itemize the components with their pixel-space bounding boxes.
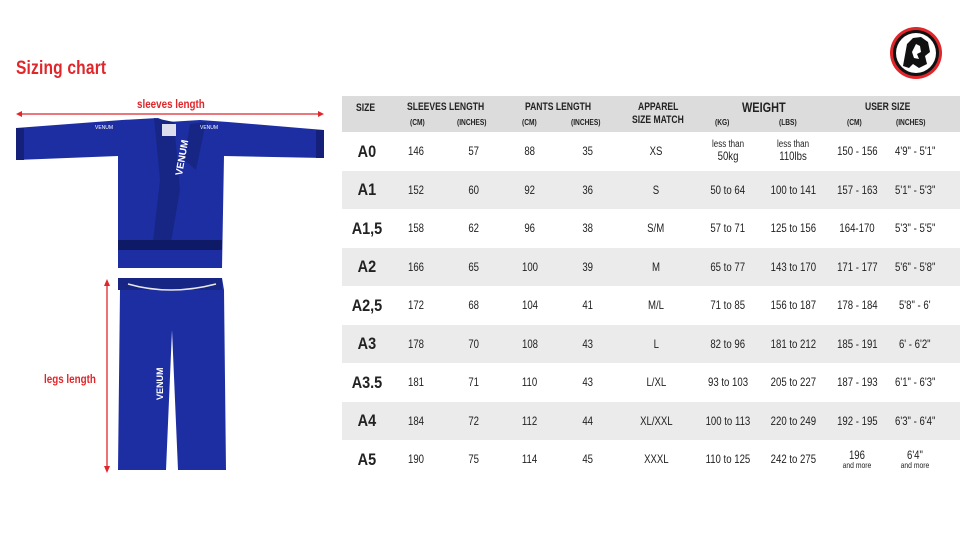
user-in-cell: 6' - 6'2" <box>899 336 931 351</box>
table-header <box>342 96 960 132</box>
weight-kg-cell: less than 50kg <box>711 139 745 164</box>
user-cm-cell: 192 - 195 <box>836 413 878 428</box>
size-cell: A4 <box>357 411 377 431</box>
header-sleeves: SLEEVES LENGTH <box>407 101 485 113</box>
pants-in-cell: 36 <box>582 182 594 197</box>
weight-lbs-cell: 242 to 275 <box>770 452 816 467</box>
table-row <box>342 363 960 402</box>
sleeve-cm-cell: 172 <box>407 298 425 313</box>
size-cell: A5 <box>357 449 377 469</box>
gi-jacket <box>16 118 324 268</box>
pants-in-cell: 45 <box>582 452 594 467</box>
header-user-cm: (CM) <box>847 117 862 127</box>
apparel-cell: XL/XXL <box>639 413 673 428</box>
pants-cm-cell: 110 <box>522 375 538 390</box>
weight-lbs-cell: 156 to 187 <box>770 298 816 313</box>
svg-text:VENUM: VENUM <box>174 139 192 177</box>
weight-kg-cell: 65 to 77 <box>710 259 746 274</box>
pants-in-cell: 39 <box>582 259 594 274</box>
sleeve-cm-cell: 166 <box>407 259 425 274</box>
weight-lbs-cell: 220 to 249 <box>770 413 816 428</box>
header-size: SIZE <box>356 102 376 114</box>
apparel-cell: S/M <box>647 221 665 236</box>
weight-lbs-cell: less than 110lbs <box>776 139 810 164</box>
header-apparel-2: SIZE MATCH <box>632 114 684 126</box>
pants-cm-cell: 114 <box>522 452 538 467</box>
pants-cm-cell: 108 <box>521 336 539 351</box>
weight-lbs-cell: 100 to 141 <box>770 182 816 197</box>
sleeve-in-cell: 65 <box>468 259 480 274</box>
size-cell: A3.5 <box>351 372 383 392</box>
user-cm-cell: 196 and more <box>842 448 872 470</box>
pants-in-cell: 43 <box>582 336 594 351</box>
table-row <box>342 440 960 479</box>
header-pants-cm: (CM) <box>522 117 537 127</box>
apparel-cell: L/XL <box>646 375 666 390</box>
pants-in-cell: 38 <box>582 221 594 236</box>
pants-cm-cell: 96 <box>524 221 536 236</box>
table-row <box>342 402 960 441</box>
size-cell: A1,5 <box>351 218 383 238</box>
size-cell: A0 <box>357 141 377 161</box>
gi-pants <box>118 278 226 470</box>
weight-kg-cell: 71 to 85 <box>710 298 746 313</box>
legs-measure-arrow <box>104 279 110 473</box>
sleeve-cm-cell: 181 <box>407 375 425 390</box>
lion-logo-icon <box>889 26 943 80</box>
table-row <box>342 325 960 364</box>
sleeve-cm-cell: 152 <box>407 182 425 197</box>
user-cm-cell: 164-170 <box>839 221 875 236</box>
weight-lbs-cell: 143 to 170 <box>770 259 816 274</box>
weight-lbs-cell: 205 to 227 <box>770 375 816 390</box>
svg-text:VENUM: VENUM <box>155 367 165 400</box>
table-body <box>342 132 960 479</box>
weight-kg-cell: 100 to 113 <box>705 413 751 428</box>
user-in-cell: 6'3" - 6'4" <box>894 413 936 428</box>
user-cm-cell: 150 - 156 <box>836 144 878 159</box>
user-cm-cell: 187 - 193 <box>836 375 878 390</box>
user-cm-cell: 185 - 191 <box>836 336 878 351</box>
user-in-cell: 5'3" - 5'5" <box>894 221 936 236</box>
table-row <box>342 209 960 248</box>
size-cell: A3 <box>357 334 377 354</box>
weight-kg-cell: 57 to 71 <box>710 221 746 236</box>
user-cm-cell: 171 - 177 <box>836 259 878 274</box>
sleeve-in-cell: 60 <box>468 182 480 197</box>
weight-kg-cell: 82 to 96 <box>710 336 746 351</box>
header-user-inches: (INCHES) <box>896 117 926 127</box>
user-cm-cell: 178 - 184 <box>836 298 878 313</box>
weight-kg-cell: 50 to 64 <box>710 182 746 197</box>
sleeve-in-cell: 72 <box>468 413 480 428</box>
svg-text:VENUM: VENUM <box>95 125 114 131</box>
header-sleeves-inches: (INCHES) <box>457 117 487 127</box>
svg-text:VENUM: VENUM <box>200 125 219 131</box>
table-row <box>342 171 960 210</box>
user-in-cell: 4'9" - 5'1" <box>894 144 936 159</box>
table-row <box>342 132 960 171</box>
legs-length-label: legs length <box>44 372 96 386</box>
pants-cm-cell: 92 <box>524 182 536 197</box>
pants-in-cell: 41 <box>582 298 594 313</box>
apparel-cell: L <box>653 336 659 351</box>
pants-in-cell: 44 <box>582 413 594 428</box>
pants-cm-cell: 104 <box>521 298 539 313</box>
apparel-cell: XS <box>649 144 663 159</box>
sleeve-cm-cell: 158 <box>407 221 425 236</box>
table-row <box>342 286 960 325</box>
user-in-cell: 6'4" and more <box>900 448 930 470</box>
user-cm-cell: 157 - 163 <box>836 182 878 197</box>
sleeve-in-cell: 71 <box>468 375 480 390</box>
page-title: Sizing chart <box>16 58 107 79</box>
sleeve-cm-cell: 146 <box>407 144 425 159</box>
header-weight-kg: (KG) <box>715 117 730 127</box>
size-table <box>342 96 960 479</box>
header-weight-lbs: (LBS) <box>779 117 797 127</box>
apparel-cell: S <box>652 182 660 197</box>
sleeves-length-label: sleeves length <box>137 97 205 111</box>
header-sleeves-cm: (CM) <box>410 117 425 127</box>
header-user-size: USER SIZE <box>865 101 911 113</box>
weight-lbs-cell: 181 to 212 <box>770 336 816 351</box>
header-pants-inches: (INCHES) <box>571 117 601 127</box>
pants-in-cell: 43 <box>582 375 594 390</box>
user-in-cell: 6'1" - 6'3" <box>894 375 936 390</box>
header-apparel-1: APPAREL <box>638 101 679 113</box>
sleeve-cm-cell: 184 <box>407 413 425 428</box>
user-in-cell: 5'8" - 6' <box>899 298 931 313</box>
gi-illustration <box>10 100 340 480</box>
weight-kg-cell: 110 to 125 <box>705 452 751 467</box>
table-row <box>342 248 960 287</box>
weight-lbs-cell: 125 to 156 <box>770 221 816 236</box>
sleeve-in-cell: 68 <box>468 298 480 313</box>
header-pants: PANTS LENGTH <box>525 101 592 113</box>
sleeve-cm-cell: 190 <box>407 452 425 467</box>
apparel-cell: M <box>652 259 660 274</box>
sleeve-cm-cell: 178 <box>407 336 425 351</box>
sleeve-in-cell: 57 <box>468 144 480 159</box>
header-weight: WEIGHT <box>742 99 786 115</box>
size-cell: A1 <box>357 180 377 200</box>
pants-cm-cell: 88 <box>524 144 536 159</box>
sleeves-measure-arrow <box>16 111 324 117</box>
sleeve-in-cell: 70 <box>468 336 480 351</box>
pants-in-cell: 35 <box>582 144 594 159</box>
size-cell: A2,5 <box>351 295 383 315</box>
apparel-cell: M/L <box>647 298 664 313</box>
pants-cm-cell: 100 <box>521 259 539 274</box>
apparel-cell: XXXL <box>643 452 669 467</box>
sleeve-in-cell: 62 <box>468 221 480 236</box>
user-in-cell: 5'6" - 5'8" <box>894 259 936 274</box>
pants-cm-cell: 112 <box>522 413 538 428</box>
user-in-cell: 5'1" - 5'3" <box>894 182 936 197</box>
size-cell: A2 <box>357 257 377 277</box>
weight-kg-cell: 93 to 103 <box>707 375 749 390</box>
sleeve-in-cell: 75 <box>468 452 480 467</box>
